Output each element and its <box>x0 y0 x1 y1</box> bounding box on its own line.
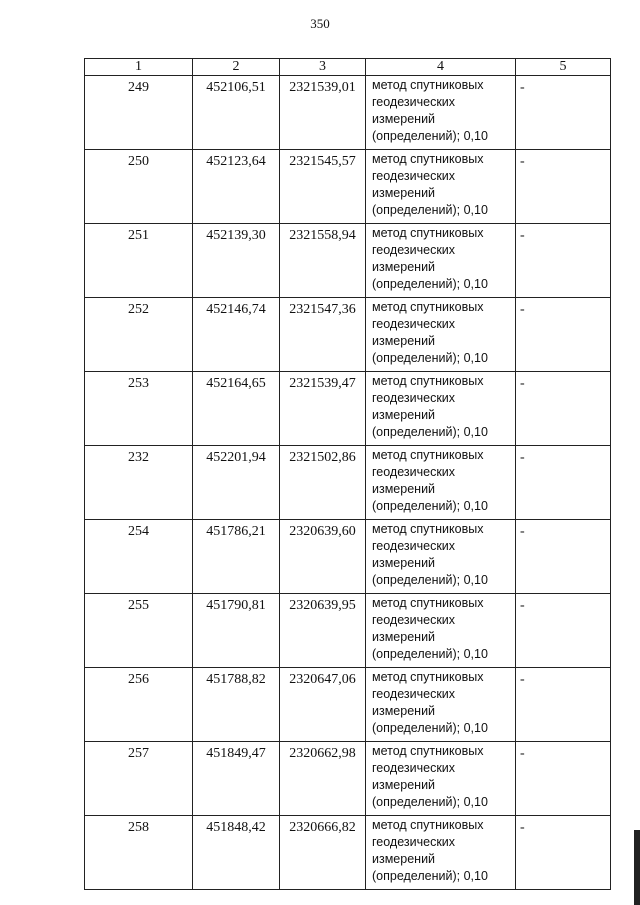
table-row <box>85 446 611 520</box>
point-number-cell: 258 <box>85 816 193 890</box>
note-cell: - <box>516 520 611 594</box>
method-cell: метод спутниковых геодезических измерений (определений); 0,10 <box>366 520 516 594</box>
point-number-cell: 249 <box>85 76 193 150</box>
table-row <box>85 372 611 446</box>
table-row <box>85 594 611 668</box>
table-row <box>85 150 611 224</box>
note-cell: - <box>516 224 611 298</box>
table-row <box>85 668 611 742</box>
note-cell: - <box>516 76 611 150</box>
x-coordinate-cell: 451848,42 <box>193 816 280 890</box>
note-cell: - <box>516 816 611 890</box>
header-col-5: 5 <box>516 59 611 76</box>
method-cell: метод спутниковых геодезических измерений (определений); 0,10 <box>366 298 516 372</box>
note-cell: - <box>516 298 611 372</box>
x-coordinate-cell: 452164,65 <box>193 372 280 446</box>
point-number-cell: 251 <box>85 224 193 298</box>
x-coordinate-cell: 452123,64 <box>193 150 280 224</box>
page-number: 350 <box>310 16 330 31</box>
method-cell: метод спутниковых геодезических измерений (определений); 0,10 <box>366 224 516 298</box>
point-number-cell: 252 <box>85 298 193 372</box>
y-coordinate-cell: 2321545,57 <box>280 150 366 224</box>
scan-edge-mark <box>634 830 640 905</box>
note-cell: - <box>516 446 611 520</box>
x-coordinate-cell: 452139,30 <box>193 224 280 298</box>
y-coordinate-cell: 2320639,60 <box>280 520 366 594</box>
method-cell: метод спутниковых геодезических измерений (определений); 0,10 <box>366 668 516 742</box>
table-body <box>85 76 611 890</box>
note-cell: - <box>516 668 611 742</box>
method-cell: метод спутниковых геодезических измерений (определений); 0,10 <box>366 816 516 890</box>
x-coordinate-cell: 452106,51 <box>193 76 280 150</box>
table-row <box>85 224 611 298</box>
table-row <box>85 76 611 150</box>
table-row <box>85 816 611 890</box>
y-coordinate-cell: 2321547,36 <box>280 298 366 372</box>
point-number-cell: 254 <box>85 520 193 594</box>
y-coordinate-cell: 2321539,01 <box>280 76 366 150</box>
x-coordinate-cell: 451790,81 <box>193 594 280 668</box>
x-coordinate-cell: 451786,21 <box>193 520 280 594</box>
x-coordinate-cell: 452201,94 <box>193 446 280 520</box>
note-cell: - <box>516 742 611 816</box>
y-coordinate-cell: 2320662,98 <box>280 742 366 816</box>
y-coordinate-cell: 2321502,86 <box>280 446 366 520</box>
x-coordinate-cell: 451788,82 <box>193 668 280 742</box>
point-number-cell: 255 <box>85 594 193 668</box>
table-row <box>85 520 611 594</box>
header-col-1: 1 <box>85 59 193 76</box>
note-cell: - <box>516 594 611 668</box>
table-row <box>85 298 611 372</box>
method-cell: метод спутниковых геодезических измерений (определений); 0,10 <box>366 446 516 520</box>
method-cell: метод спутниковых геодезических измерений (определений); 0,10 <box>366 742 516 816</box>
y-coordinate-cell: 2320666,82 <box>280 816 366 890</box>
point-number-cell: 250 <box>85 150 193 224</box>
point-number-cell: 232 <box>85 446 193 520</box>
coordinates-table <box>84 58 611 890</box>
y-coordinate-cell: 2320647,06 <box>280 668 366 742</box>
y-coordinate-cell: 2321558,94 <box>280 224 366 298</box>
table-header <box>85 59 611 76</box>
point-number-cell: 256 <box>85 668 193 742</box>
header-col-2: 2 <box>193 59 280 76</box>
header-col-4: 4 <box>366 59 516 76</box>
x-coordinate-cell: 452146,74 <box>193 298 280 372</box>
header-row <box>85 59 611 76</box>
point-number-cell: 253 <box>85 372 193 446</box>
method-cell: метод спутниковых геодезических измерений (определений); 0,10 <box>366 372 516 446</box>
x-coordinate-cell: 451849,47 <box>193 742 280 816</box>
method-cell: метод спутниковых геодезических измерений (определений); 0,10 <box>366 594 516 668</box>
note-cell: - <box>516 150 611 224</box>
table-row <box>85 742 611 816</box>
method-cell: метод спутниковых геодезических измерений (определений); 0,10 <box>366 150 516 224</box>
method-cell: метод спутниковых геодезических измерений (определений); 0,10 <box>366 76 516 150</box>
y-coordinate-cell: 2321539,47 <box>280 372 366 446</box>
point-number-cell: 257 <box>85 742 193 816</box>
y-coordinate-cell: 2320639,95 <box>280 594 366 668</box>
header-col-3: 3 <box>280 59 366 76</box>
note-cell: - <box>516 372 611 446</box>
